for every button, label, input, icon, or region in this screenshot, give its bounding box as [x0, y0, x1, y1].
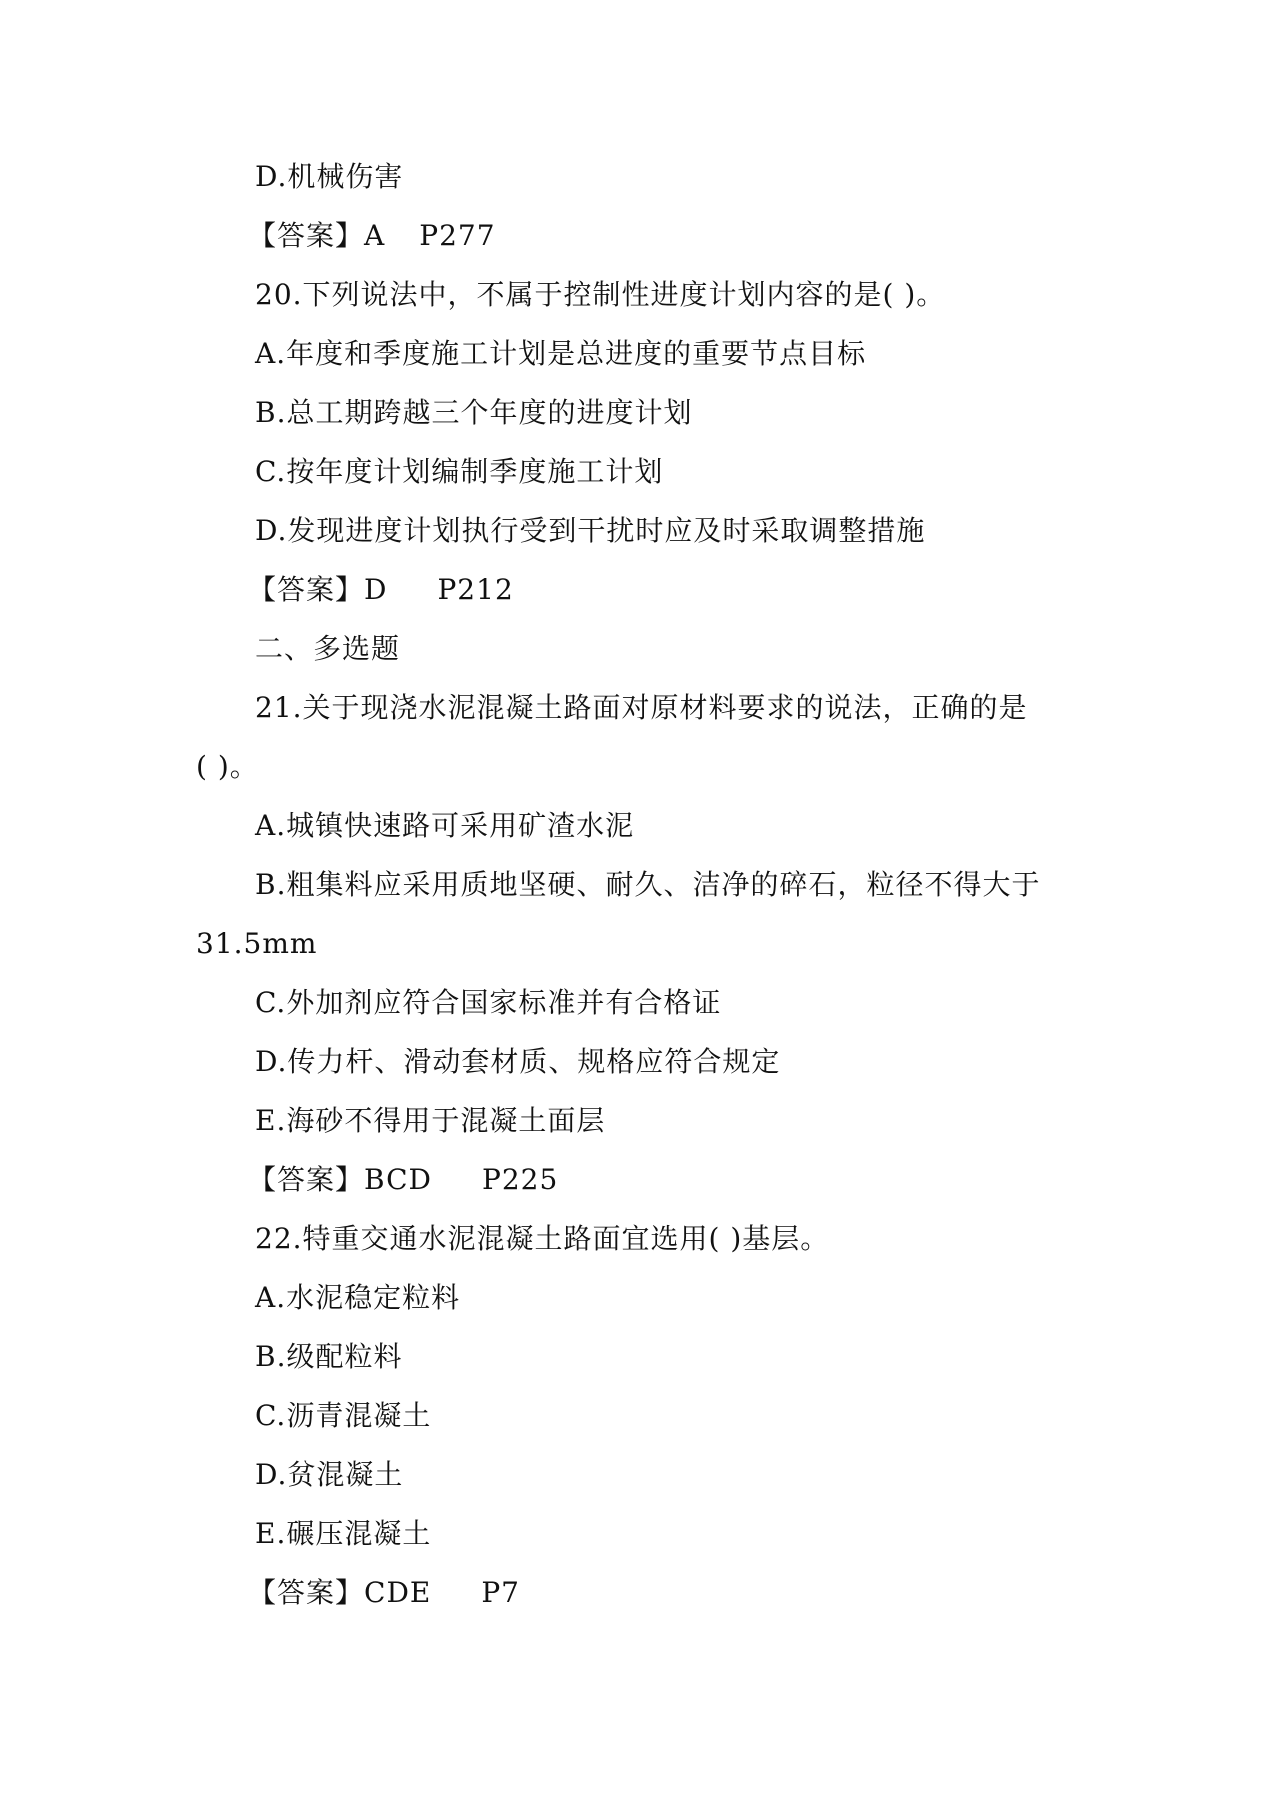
option-21-a: A.城镇快速路可采用矿渣水泥: [255, 809, 635, 842]
answer-21: [248, 1160, 558, 1200]
option-22-c: C.沥青混凝土: [255, 1399, 432, 1432]
question-20: 20.下列说法中，不属于控制性进度计划内容的是( )。: [255, 278, 946, 311]
answer-label: 【答案】: [248, 1163, 365, 1196]
answer-page-ref: P277: [419, 219, 496, 252]
option-21-b-continuation: 31.5mm: [196, 927, 318, 960]
answer-label: 【答案】: [248, 573, 365, 606]
option-22-a: A.水泥稳定粒料: [255, 1281, 461, 1314]
answer-choice: D: [364, 573, 388, 606]
option-21-c: C.外加剂应符合国家标准并有合格证: [255, 986, 722, 1019]
option-22-e: E.碾压混凝土: [255, 1517, 432, 1550]
answer-choice: BCD: [364, 1163, 432, 1196]
option-20-b: B.总工期跨越三个年度的进度计划: [255, 396, 693, 429]
question-21: 21.关于现浇水泥混凝土路面对原材料要求的说法，正确的是: [255, 691, 1028, 724]
answer-19: [248, 216, 496, 256]
question-21-continuation: ( )。: [196, 750, 259, 783]
section-heading-multiple-choice: 二、多选题: [255, 632, 401, 665]
option-21-d: D.传力杆、滑动套材质、规格应符合规定: [255, 1045, 781, 1078]
option-21-b: B.粗集料应采用质地坚硬、耐久、洁净的碎石，粒径不得大于: [255, 868, 1041, 901]
answer-label: 【答案】: [248, 219, 365, 252]
option-22-d: D.贫混凝土: [255, 1458, 404, 1491]
question-22: 22.特重交通水泥混凝土路面宜选用( )基层。: [255, 1222, 830, 1255]
answer-page-ref: P225: [481, 1163, 559, 1196]
option-21-e: E.海砂不得用于混凝土面层: [255, 1104, 606, 1137]
option-22-b: B.级配粒料: [255, 1340, 403, 1373]
answer-label: 【答案】: [248, 1576, 365, 1609]
answer-choice: CDE: [364, 1576, 432, 1609]
answer-choice: A: [364, 219, 386, 252]
answer-20: [248, 570, 514, 610]
answer-22: [248, 1573, 520, 1613]
answer-page-ref: P7: [481, 1576, 520, 1609]
answer-page-ref: P212: [437, 573, 514, 606]
option-20-d: D.发现进度计划执行受到干扰时应及时采取调整措施: [255, 514, 926, 547]
option-20-c: C.按年度计划编制季度施工计划: [255, 455, 664, 488]
option-20-a: A.年度和季度施工计划是总进度的重要节点目标: [255, 337, 867, 370]
option-19-d: D.机械伤害: [255, 160, 404, 193]
